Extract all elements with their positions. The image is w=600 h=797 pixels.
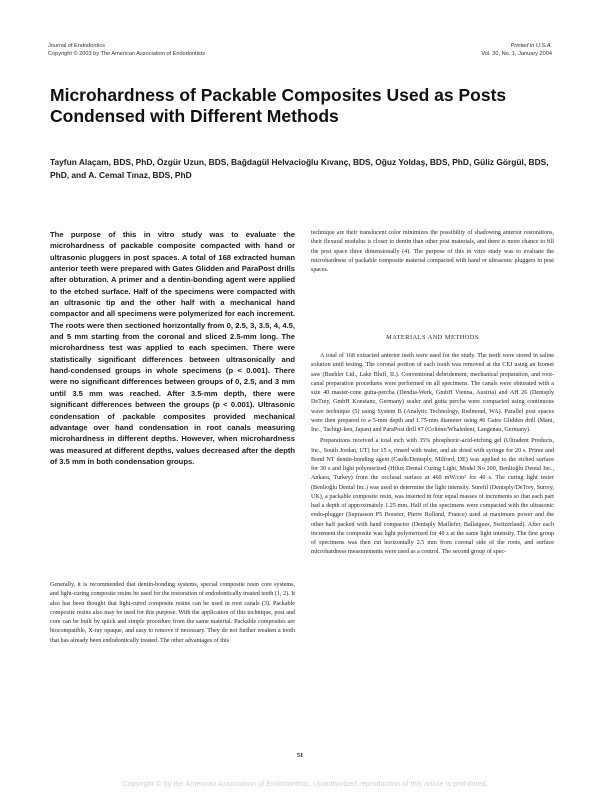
intro-paragraph: Generally, it is recommended that dentin-bonding systems, special composite resin core systems, and light-curing composite resins be used for the restoration of endodontically treated teeth (1, 2). It also has been thought that light-cured composite resins can be used in root canals (3). Packable composite resins also may be used for this purpose. With the application of this technique, post and core can be built by quick and simple procedure from the same material. Packable composites are biocompatible, X-ray opaque, and easy to remove if necessary. They do not further weaken a tooth that has already been endodontically treated. The other advantages of this — [50, 582, 295, 644]
journal-name: Journal of Endodontics — [48, 43, 105, 49]
methods-body — [311, 352, 554, 558]
page-number: 51 — [296, 752, 304, 759]
author-list: Tayfun Alaçam, BDS, PhD, Özgür Uzun, BDS, Bağdagül Helvacioğlu Kıvanç, BDS, Oğuz Yoldaş, BDS, PhD, Güliz Görgül, BDS, PhD, and A. Cemal Tınaz, BDS, PhD — [50, 157, 549, 180]
introduction-continued — [311, 229, 554, 275]
article-title: Microhardness of Packable Composites Used as Posts Condensed with Different Methods — [50, 85, 507, 126]
copyright-footer: Copyright © by the American Association of Endodontists. Unauthorized reproduction of this article is prohibited. — [122, 779, 488, 788]
section-heading: MATERIALS AND METHODS — [386, 334, 479, 341]
methods-paragraph-1: A total of 168 extracted anterior teeth were used for the study. The teeth were stored in saline solution until testing. The coronal portion of each tooth was removed at the CEJ using an Isomet saw (Buehler Ltd., Lake Bluff, IL). Conventional debridement, mechanical preparation, and root-canal preparation procedures were performed on all specimens. The canals were obturated with a size 40 master-cone gutta-percha (Dendia-Werk, GmbH Vienna, Austria) and AH 26 (Dentsply DeTrey, GmbH Konstanz, Germany) sealer and gutta percha were compacted using continuous wave technique (5) using System B (Analytic Technology, Redmond, WA). Parallel post spaces were then prepared to a 5-mm depth and 1.75-mm diameter using #6 Gates Glidden drill (Mani, Inc., Tachigi-ken, Japan) and ParaPost drill #7 (Coltène/Whaledent, Langenau, Germany). — [311, 353, 554, 433]
abstract: The purpose of this in vitro study was to evaluate the microhardness of packable composite compacted with hand or ultrasonic pluggers in post spaces. A total of 168 extracted human anterior teeth were prepared with Gates Glidden and ParaPost drills after obturation. A primer and a dentin-bonding agent were applied to the etched surface. Half of the specimens were compacted with an ultrasonic tip and the other half with a mechanical hand compactor and all specimens were polymerized for each increment. The roots were then sectioned horizontally from 0, 2.5, 3, 3.5, 4, 4.5, and 5 mm starting from the coronal and sliced 2.5-mm long. The microhardness test was applied to each specimen. There were statistically significant differences between ultrasonically and hand-condensed groups in whole specimens (p < 0.001). There were no significant differences between groups of 0, 2.5, and 3 mm until 3.5 mm was reached. After 3.5-mm depth, there were significant differences between the groups (p < 0.001). Ultrasonic condensation of packable composites provided mechanical advantage over hand condensation in root canals measuring microhardness in different depths. However, when microhardness was measured at different depths, values decreased after the depth of 3.5 mm in both condensation groups. — [50, 230, 295, 466]
journal-copyright: Copyright © 2003 by The American Association of Endodontists — [48, 50, 206, 57]
methods-paragraph-2: Preparations received a total etch with 35% phosphoric-acid-etching gel (Ultradent Products, Inc., South Jordan, UT) for 15 s, rinsed with water, and air dried with syringe for 20 s. Prime and Bond NT dentin-bonding agent (Caulk/Dentsply, Milford, DE) was applied to the etched surface for 30 s and light polymerized (Hilux Dental Curing Light, Model No 200, Benlioğlu Dental Inc., Ankara, Turkey) from the occlusal surface at 460 mW/cm² for 40 s. The curing light tester (Benlioğlu Dental Inc.) was used to determine the light intensity. Surefil (Dentsply/DeTrey, Surrey, UK), a packable composite resin, was inserted in four equal masses of increments so that each part had a depth of approximately 1.25 mm. Half of the specimens were compacted with the ultrasonic endo-plugger (Suprasson P5 Booster, Pierre Rolland, France) used at maximum power and the other half packed with hand compactor (Dentsply Maillefer, Ballaigues, Switzerland). After each increment the composite was light polymerized for 40 s at the same light intensity. The first group of specimens was then cut horizontally 2.5 mm from coronal side of the roots, and surface microhardness measurements were used as a control. The second group of spec- — [311, 438, 554, 556]
printed-in: Printed in U.S.A. — [510, 43, 552, 49]
journal-header — [48, 43, 205, 58]
issue-header — [460, 43, 552, 58]
intro-paragraph-continued: technique are their translucent color minimizes the possibility of shadowing anterior restorations, their flexural modulus is closer to dentin than other post materials, and there is more chance to fill the post space three dimensionally (4). The purpose of this in vitro study was to evaluate the microhardness of packable composite material compacted with hand or ultrasonic pluggers in post spaces. — [311, 230, 554, 273]
volume-info: Vol. 30, No. 1, January 2004 — [481, 50, 552, 57]
introduction — [50, 581, 295, 646]
